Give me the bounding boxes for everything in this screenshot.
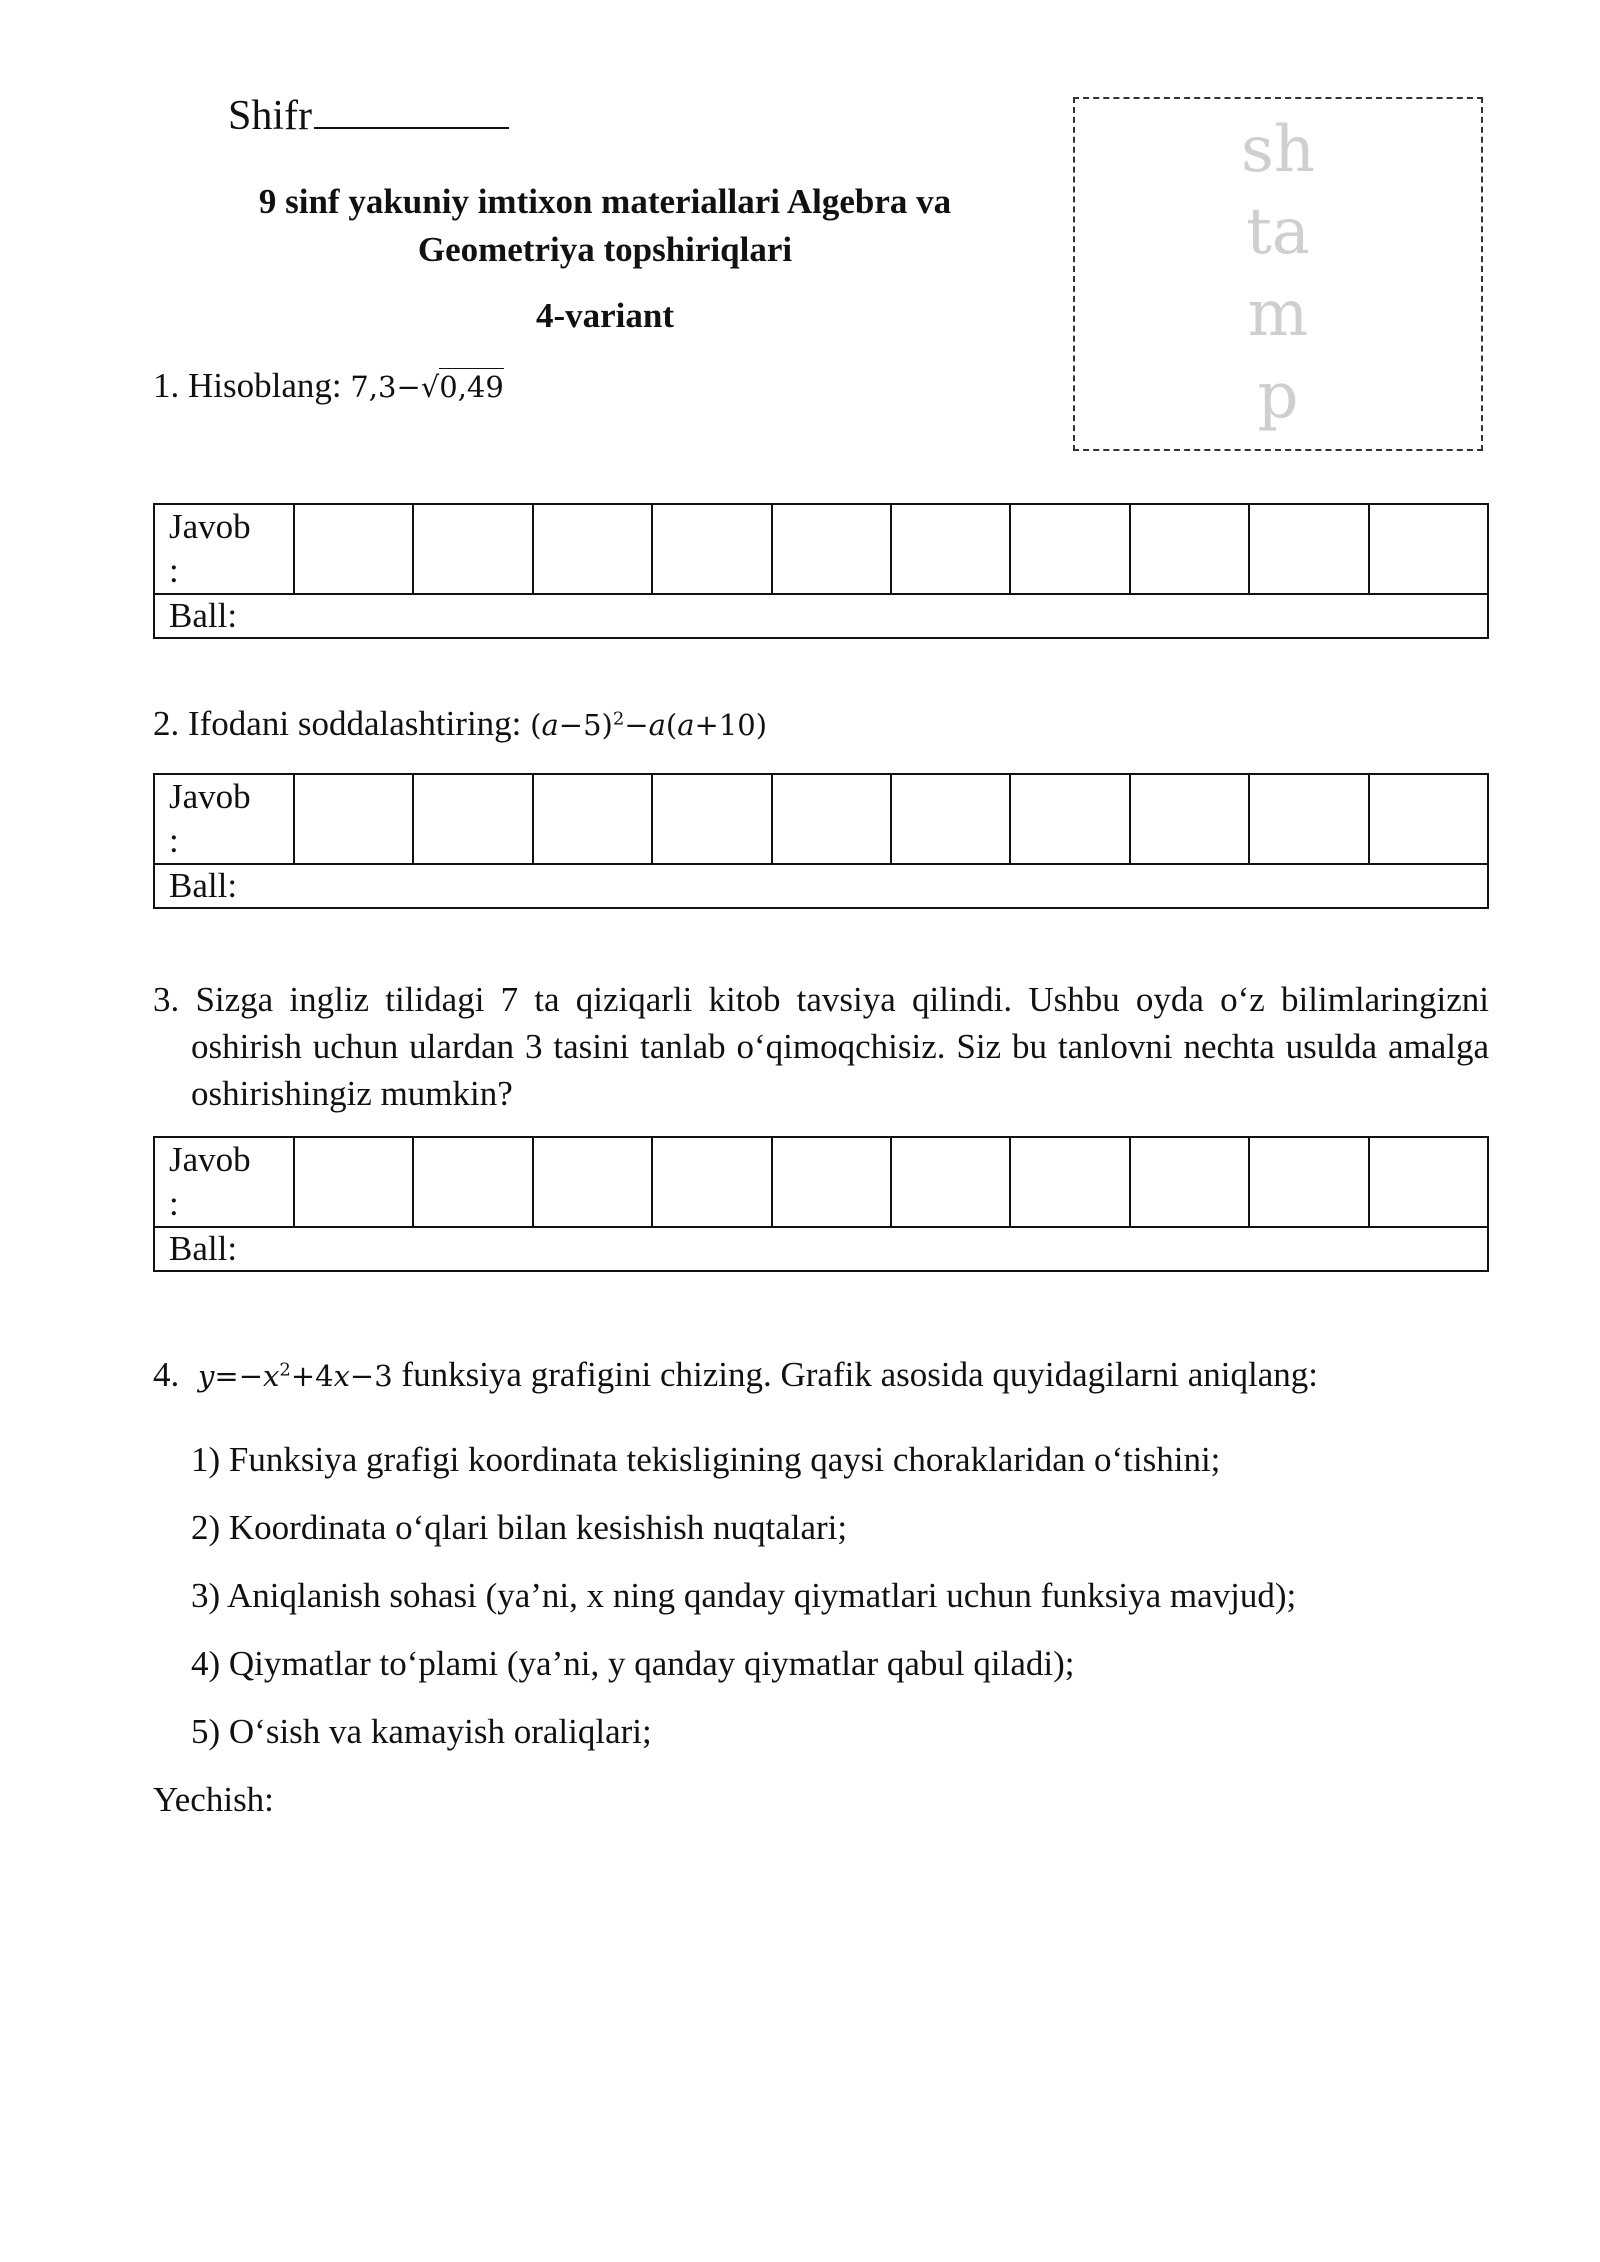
answer-cell[interactable] <box>413 774 532 864</box>
answer-cell[interactable] <box>294 1137 413 1227</box>
stamp-box <box>1073 97 1483 451</box>
stamp-letters-4: p <box>1257 359 1299 433</box>
q4-item-3: 3) Aniqlanish sohasi (ya’ni, x ning qanday qiymatlari uchun funksiya mavjud); <box>191 1576 1297 1615</box>
stamp-letters-2: ta <box>1246 195 1310 269</box>
shifr-label: Shifr <box>228 93 312 139</box>
answer-table-2 <box>153 773 1489 909</box>
question-4-text: funksiya grafigini chizing. Grafik asosida quyidagilarni aniqlang: <box>401 1355 1318 1394</box>
answer-cell[interactable] <box>1130 504 1249 594</box>
exam-title-line2: Geometriya topshiriqlari <box>417 230 793 269</box>
answer-cell[interactable] <box>1249 1137 1368 1227</box>
ball-row: Ball: <box>154 1227 1488 1271</box>
question-1 <box>153 366 504 406</box>
javob-colon: : <box>169 1184 179 1223</box>
answer-cell[interactable] <box>772 504 891 594</box>
ball-row: Ball: <box>154 594 1488 638</box>
answer-cell[interactable] <box>891 774 1010 864</box>
answer-cell[interactable] <box>1369 1137 1488 1227</box>
answer-cell[interactable] <box>533 1137 652 1227</box>
question-2-expression: $(a-5)^2-a(a+10)$ <box>530 708 768 742</box>
q4-item-4: 4) Qiymatlar to‘plami (ya’ni, y qanday qiymatlar qabul qiladi); <box>191 1644 1075 1683</box>
shifr-field <box>228 92 509 140</box>
question-1-number: 1. <box>153 366 180 405</box>
javob-label <box>154 774 294 864</box>
q4-item-5: 5) O‘sish va kamayish oraliqlari; <box>191 1712 652 1751</box>
question-4 <box>153 1355 1318 1395</box>
answer-cell[interactable] <box>772 774 891 864</box>
answer-cell[interactable] <box>772 1137 891 1227</box>
javob-text: Javob <box>169 1140 251 1179</box>
answer-cell[interactable] <box>533 504 652 594</box>
question-2-text: Ifodani soddalashtiring: <box>188 704 522 743</box>
answer-cell[interactable] <box>1130 1137 1249 1227</box>
answer-cell[interactable] <box>1249 504 1368 594</box>
answer-cell[interactable] <box>294 774 413 864</box>
answer-cell[interactable] <box>652 1137 771 1227</box>
answer-cell[interactable] <box>1249 774 1368 864</box>
answer-cell[interactable] <box>891 1137 1010 1227</box>
answer-cell[interactable] <box>413 1137 532 1227</box>
answer-cell[interactable] <box>294 504 413 594</box>
javob-colon: : <box>169 551 179 590</box>
question-1-text: Hisoblang: <box>188 366 342 405</box>
stamp-placeholder-text <box>1075 109 1481 437</box>
question-3-text <box>153 976 1489 1117</box>
shifr-blank-line <box>314 93 509 129</box>
answer-cell[interactable] <box>533 774 652 864</box>
exam-title <box>160 178 1050 274</box>
q4-item-2: 2) Koordinata o‘qlari bilan kesishish nuqtalari; <box>191 1508 848 1547</box>
answer-cell[interactable] <box>1369 504 1488 594</box>
answer-cell[interactable] <box>1010 504 1129 594</box>
ball-row: Ball: <box>154 864 1488 908</box>
answer-table-1 <box>153 503 1489 639</box>
answer-cell[interactable] <box>891 504 1010 594</box>
question-4-expression: $y=-x^2+4x-3$ <box>198 1359 393 1393</box>
answer-cell[interactable] <box>1130 774 1249 864</box>
yechish-label: Yechish: <box>153 1780 274 1819</box>
answer-cell[interactable] <box>652 774 771 864</box>
question-2 <box>153 704 767 744</box>
question-3-body: Sizga ingliz tilidagi 7 ta qiziqarli kitob tavsiya qilindi. Ushbu oyda o‘z bilimlaringizni oshirish uchun ulardan 3 tasini tanlab o‘qimoqchisiz. Siz bu tanlovni nechta usulda amalga oshirishingiz mumkin? <box>191 980 1490 1113</box>
javob-label <box>154 1137 294 1227</box>
question-3 <box>153 976 1489 1117</box>
answer-cell[interactable] <box>1010 1137 1129 1227</box>
answer-cell[interactable] <box>413 504 532 594</box>
javob-text: Javob <box>169 507 251 546</box>
answer-table-3 <box>153 1136 1489 1272</box>
question-4-number: 4. <box>153 1355 180 1394</box>
javob-text: Javob <box>169 777 251 816</box>
javob-colon: : <box>169 821 179 860</box>
exam-title-line1: 9 sinf yakuniy imtixon materiallari Algebra va <box>258 182 952 221</box>
answer-cell[interactable] <box>1369 774 1488 864</box>
q4-item-1: 1) Funksiya grafigi koordinata tekisligining qaysi choraklaridan o‘tishini; <box>191 1440 1221 1479</box>
question-2-number: 2. <box>153 704 180 743</box>
javob-label <box>154 504 294 594</box>
question-3-number: 3. <box>153 980 180 1019</box>
variant-label: 4-variant <box>535 296 675 335</box>
stamp-letters-1: sh <box>1240 113 1316 187</box>
stamp-letters-3: m <box>1247 277 1309 351</box>
answer-cell[interactable] <box>1010 774 1129 864</box>
question-1-expression: 7,3−√0,49 <box>350 370 504 404</box>
answer-cell[interactable] <box>652 504 771 594</box>
